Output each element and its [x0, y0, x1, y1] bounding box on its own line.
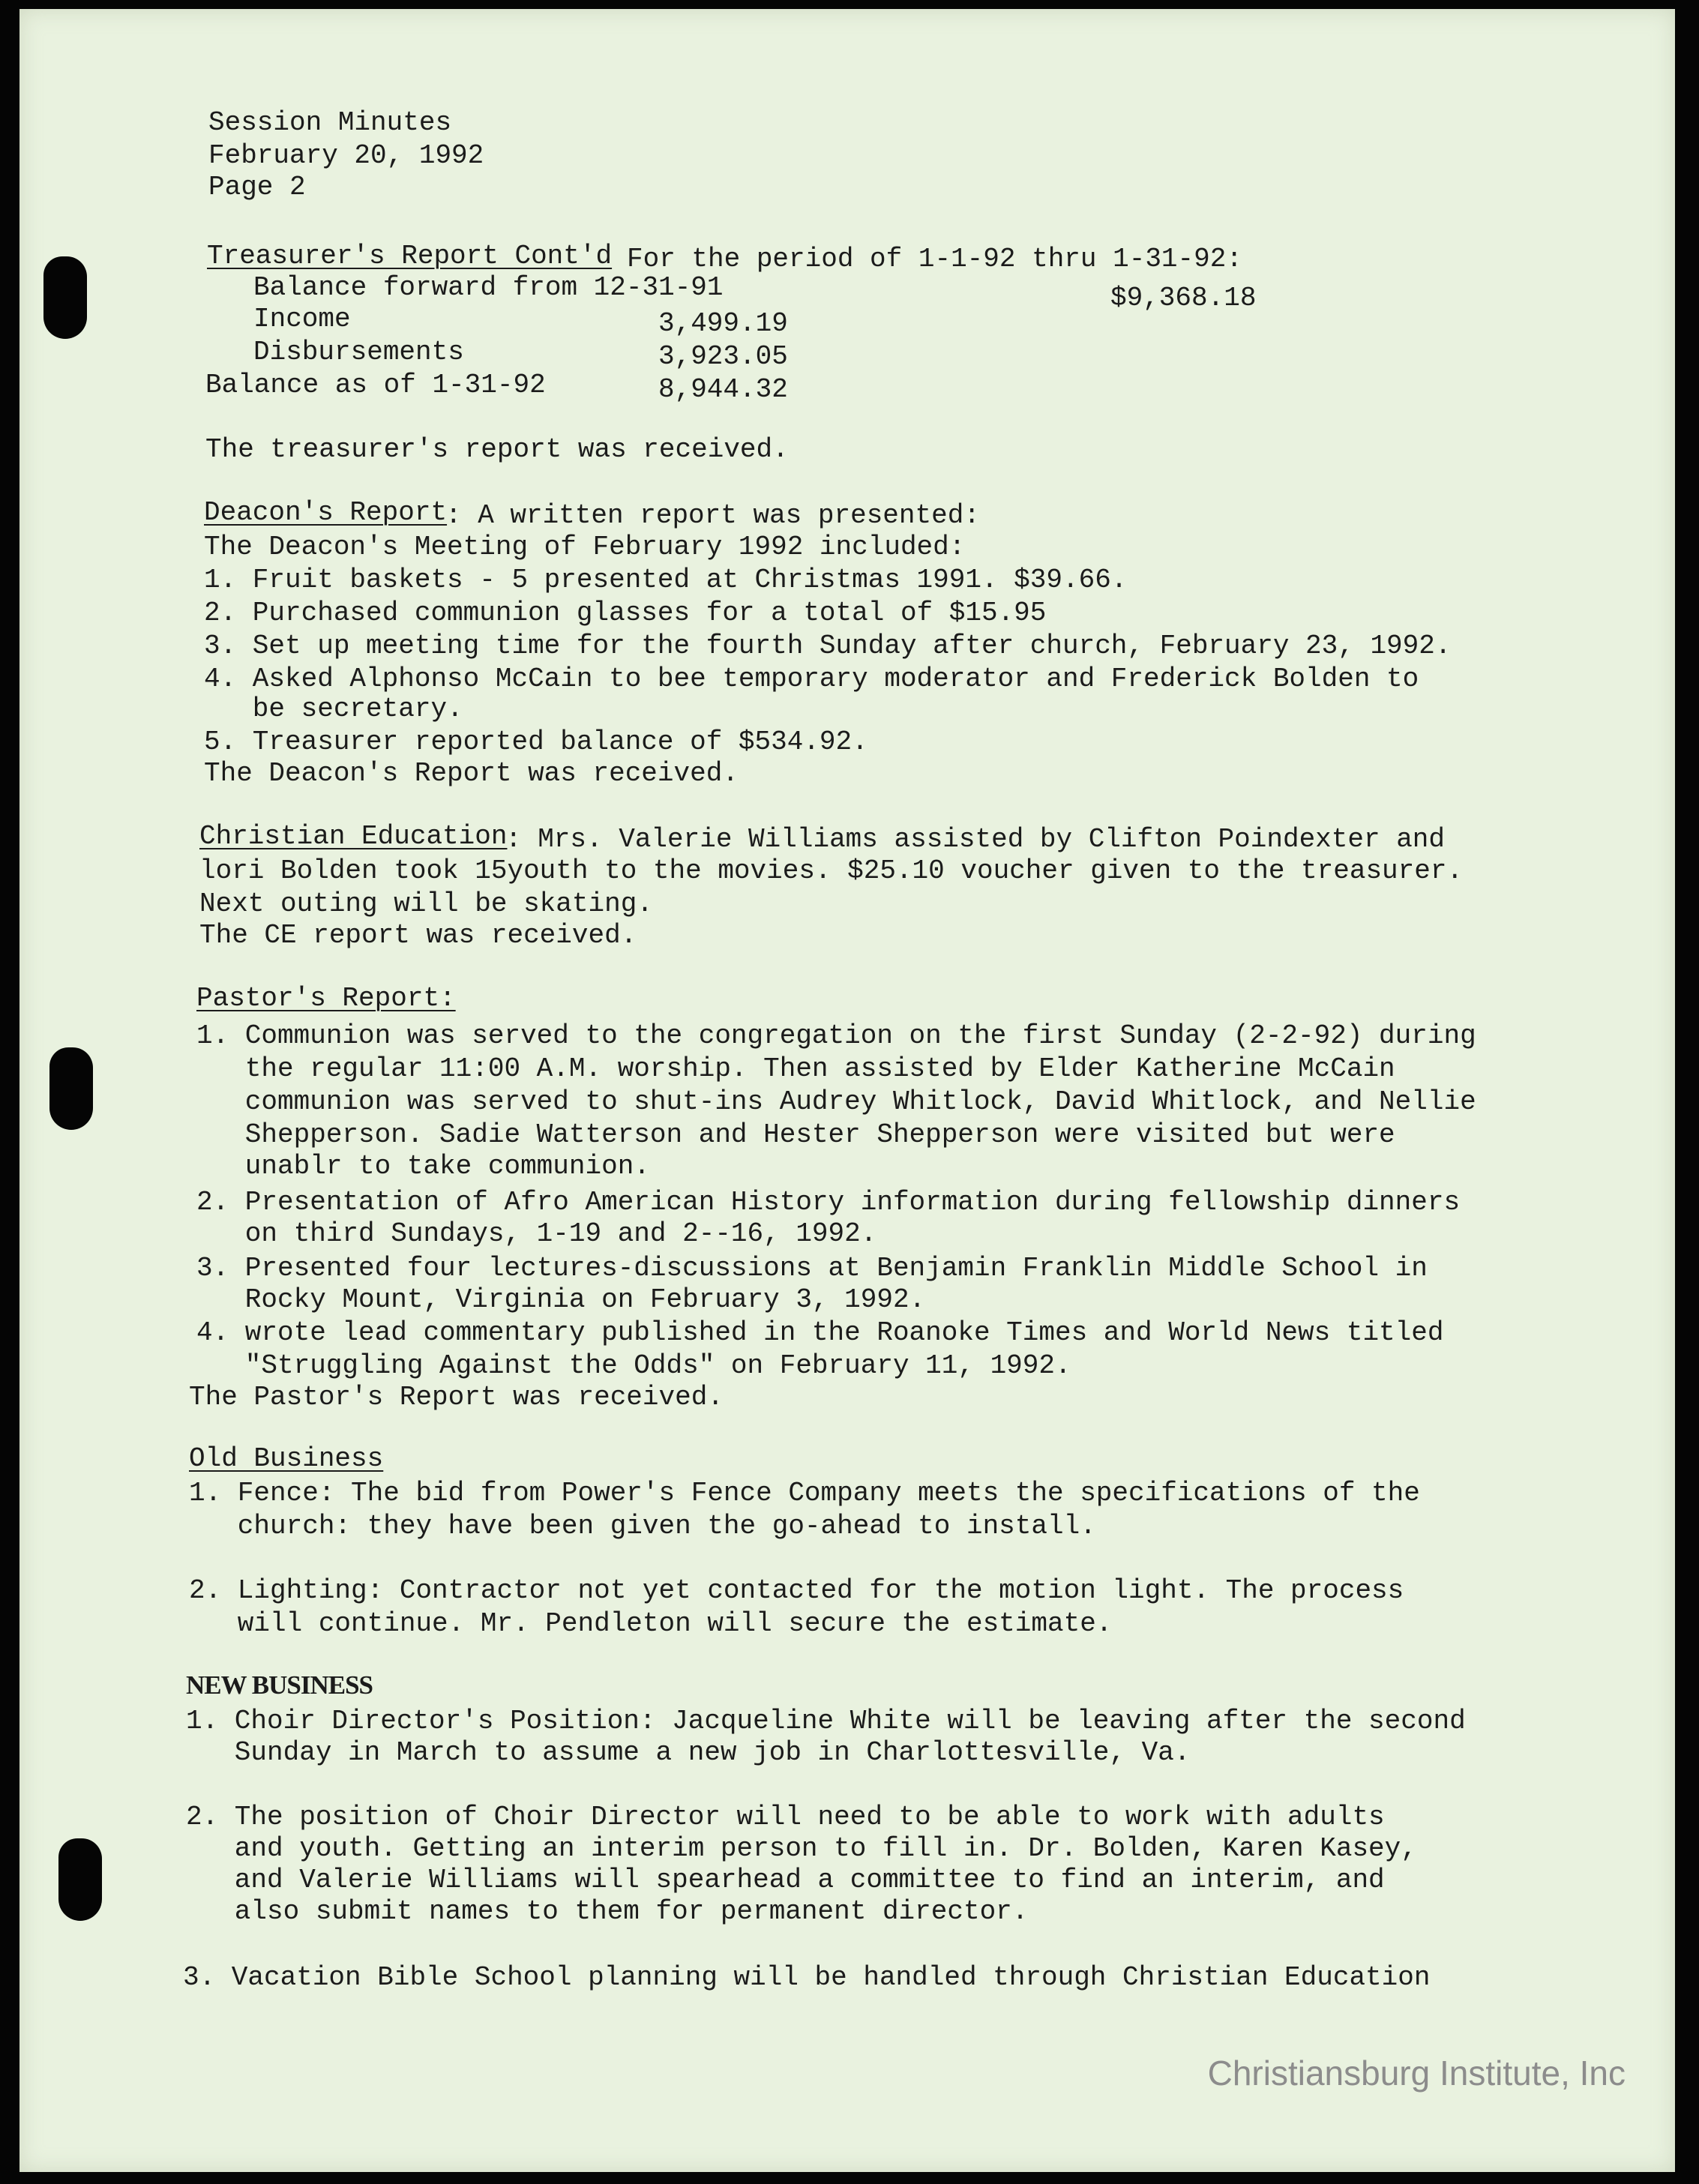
- pastor-line: unablr to take communion.: [196, 1151, 650, 1182]
- new-business-line: 2. The position of Choir Director will need to be able to work with adults: [186, 1802, 1385, 1832]
- pastor-line: 3. Presented four lectures-discussions at Benjamin Franklin Middle School in: [196, 1253, 1428, 1284]
- new-business-heading: NEW BUSINESS: [186, 1670, 373, 1700]
- new-business-line: 3. Vacation Bible School planning will be handled through Christian Education: [183, 1962, 1431, 1993]
- disbursements-label: Disbursements: [253, 337, 464, 367]
- pastor-line: Rocky Mount, Virginia on February 3, 1992.: [196, 1284, 926, 1315]
- pastor-line: 1. Communion was served to the congregation on the first Sunday (2-2-92) during: [196, 1020, 1476, 1051]
- pastor-line: 2. Presentation of Afro American History information during fellowship dinners: [196, 1187, 1461, 1218]
- treasurer-heading: Treasurer's Report Cont'd: [207, 241, 613, 271]
- old-business-line: 1. Fence: The bid from Power's Fence Company meets the specifications of the: [189, 1478, 1420, 1508]
- pastor-line: the regular 11:00 A.M. worship. Then assisted by Elder Katherine McCain: [196, 1053, 1395, 1084]
- header-date: February 20, 1992: [208, 140, 484, 171]
- new-business-line: Sunday in March to assume a new job in Charlottesville, Va.: [186, 1737, 1191, 1768]
- document-page: [19, 9, 1675, 2172]
- ce-line: lori Bolden took 15youth to the movies. $25.10 voucher given to the treasurer.: [199, 855, 1464, 886]
- pastor-line: 4. wrote lead commentary published in the Roanoke Times and World News titled: [196, 1317, 1444, 1348]
- deacon-line: 2. Purchased communion glasses for a total of $15.95: [204, 598, 1047, 628]
- new-business-line: and youth. Getting an interim person to fill in. Dr. Bolden, Karen Kasey,: [186, 1833, 1417, 1864]
- balance-forward-value: $9,368.18: [1110, 283, 1257, 313]
- deacon-heading: Deacon's Report: [204, 497, 448, 528]
- deacon-intro: : A written report was presented:: [445, 500, 980, 531]
- ce-intro: : Mrs. Valerie Williams assisted by Clifton Poindexter and: [505, 824, 1446, 855]
- new-business-line: also submit names to them for permanent director.: [186, 1896, 1029, 1927]
- disbursements-value: 3,923.05: [658, 341, 788, 372]
- new-business-line: 1. Choir Director's Position: Jacqueline White will be leaving after the second: [186, 1706, 1466, 1736]
- header-page: Page 2: [208, 172, 306, 202]
- old-business-line: church: they have been given the go-ahead to install.: [189, 1511, 1096, 1541]
- pastor-line: on third Sundays, 1-19 and 2--16, 1992.: [196, 1218, 877, 1249]
- deacon-line: 3. Set up meeting time for the fourth Sunday after church, February 23, 1992.: [204, 631, 1452, 661]
- deacon-line: be secretary.: [204, 694, 463, 724]
- deacon-line: The Deacon's Report was received.: [204, 758, 739, 789]
- punch-hole-top: [43, 256, 87, 339]
- balance-label: Balance as of 1-31-92: [205, 370, 546, 400]
- deacon-line: 1. Fruit baskets - 5 presented at Christmas 1991. $39.66.: [204, 565, 1128, 595]
- deacon-line: 4. Asked Alphonso McCain to bee temporary moderator and Frederick Bolden to: [204, 664, 1419, 694]
- pastor-line: communion was served to shut-ins Audrey Whitlock, David Whitlock, and Nellie: [196, 1086, 1476, 1117]
- ce-line: The CE report was received.: [199, 920, 637, 951]
- balance-forward-label: Balance forward from 12-31-91: [253, 272, 724, 303]
- new-business-line: and Valerie Williams will spearhead a committee to find an interim, and: [186, 1865, 1385, 1895]
- pastor-line: The Pastor's Report was received.: [189, 1382, 724, 1413]
- balance-value: 8,944.32: [658, 374, 788, 405]
- ce-heading: Christian Education: [199, 821, 508, 852]
- pastor-line: "Struggling Against the Odds" on February 11, 1992.: [196, 1350, 1071, 1381]
- old-business-heading: Old Business: [189, 1443, 384, 1474]
- treasurer-period: For the period of 1-1-92 thru 1-31-92:: [627, 244, 1242, 274]
- income-label: Income: [253, 304, 351, 334]
- punch-hole-bottom: [58, 1838, 102, 1921]
- old-business-line: will continue. Mr. Pendleton will secure the estimate.: [189, 1608, 1113, 1639]
- deacon-line: 5. Treasurer reported balance of $534.92.: [204, 727, 868, 757]
- old-business-line: 2. Lighting: Contractor not yet contacted for the motion light. The process: [189, 1575, 1404, 1606]
- income-value: 3,499.19: [658, 308, 788, 339]
- pastor-heading: Pastor's Report:: [196, 983, 456, 1014]
- ce-line: Next outing will be skating.: [199, 888, 653, 919]
- watermark: Christiansburg Institute, Inc: [1207, 2054, 1626, 2093]
- punch-hole-middle: [49, 1047, 93, 1130]
- treasurer-received: The treasurer's report was received.: [205, 434, 789, 465]
- deacon-line: The Deacon's Meeting of February 1992 included:: [204, 532, 966, 562]
- header-title: Session Minutes: [208, 107, 452, 138]
- pastor-line: Shepperson. Sadie Watterson and Hester Shepperson were visited but were: [196, 1119, 1395, 1150]
